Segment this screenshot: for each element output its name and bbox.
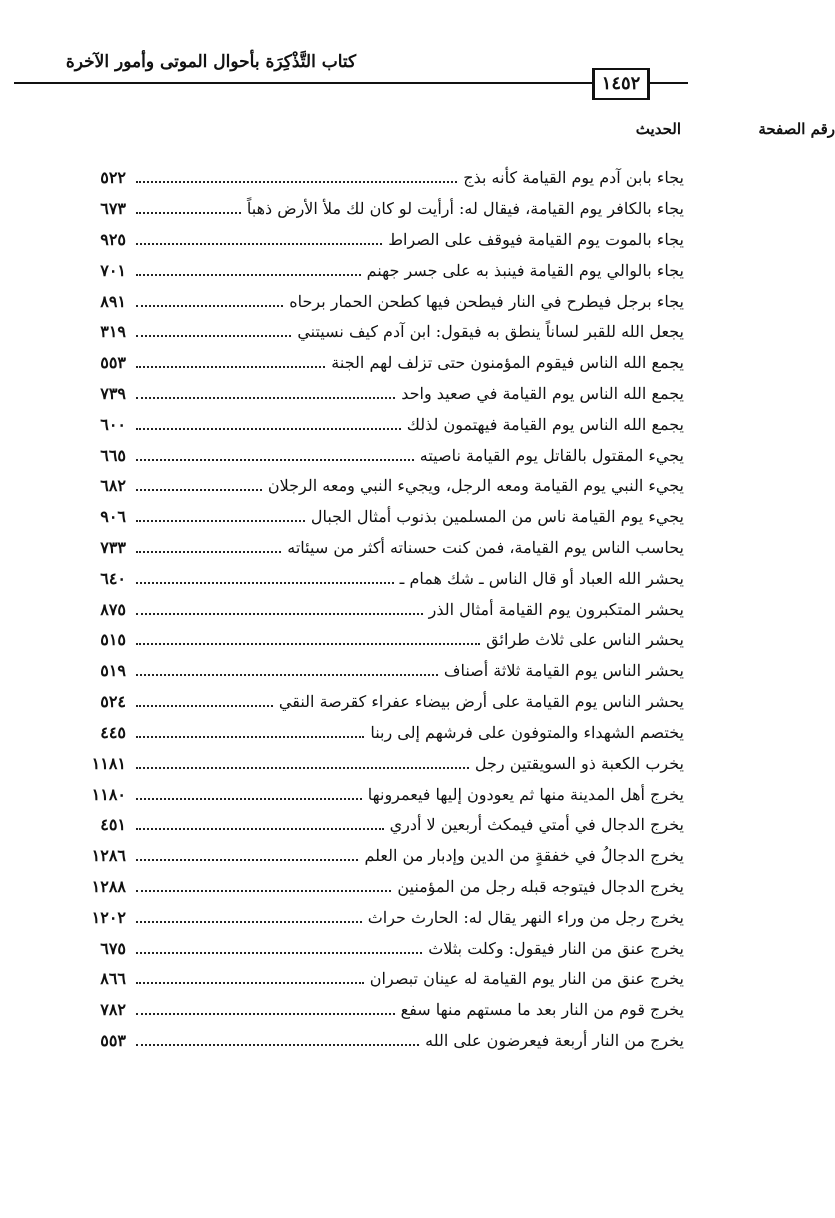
- index-entry-page: ١١٨١: [91, 753, 126, 773]
- index-entry: [64, 316, 684, 346]
- index-entry: [64, 994, 684, 1024]
- leader-dots: [136, 1013, 395, 1015]
- index-entry-text: يجاء بالوالي يوم القيامة فينبذ به على جسر جهنم: [366, 260, 684, 280]
- index-entry-page: ٧٨٢: [100, 999, 126, 1019]
- index-entry-text: يجمع الله الناس يوم القيامة في صعيد واحد: [401, 383, 684, 403]
- leader-dots: [136, 459, 414, 461]
- index-entry-text: يجعل الله للقبر لساناً ينطق به فيقول: ابن آدم كيف نسيتني: [297, 321, 684, 341]
- leader-dots: [136, 582, 394, 584]
- index-entry-page: ٩٠٦: [100, 506, 126, 526]
- index-entry-page: ٦٦٥: [100, 445, 126, 465]
- index-entry-text: يخرج من النار أربعة فيعرضون على الله: [425, 1030, 684, 1050]
- index-entry: [64, 624, 684, 654]
- index-entry-text: يخرج الدجالُ في خفقةٍ من الدين وإدبار من العلم: [364, 845, 684, 865]
- index-entry-text: يحشر الناس يوم القيامة ثلاثة أصناف: [443, 660, 684, 680]
- leader-dots: [136, 736, 364, 738]
- index-entry-page: ٩٢٥: [100, 229, 126, 249]
- leader-dots: [136, 181, 457, 183]
- index-entry-text: يجمع الله الناس فيقوم المؤمنون حتى تزلف لهم الجنة: [331, 352, 684, 372]
- index-entry: [64, 563, 684, 593]
- index-entry-text: يخرج عنق من النار فيقول: وكلت بثلاث: [428, 938, 684, 958]
- leader-dots: [136, 397, 395, 399]
- index-entry-text: يخرب الكعبة ذو السويقتين رجل: [474, 753, 684, 773]
- leader-dots: [136, 274, 361, 276]
- index-entry: [64, 594, 684, 624]
- leader-dots: [136, 982, 364, 984]
- leader-dots: [136, 613, 423, 615]
- index-entry-page: ٥٢٢: [100, 167, 126, 187]
- index-entry-text: يخرج الدجال في أمتي فيمكث أربعين لا أدري: [389, 814, 684, 834]
- index-entry: [64, 255, 684, 285]
- index-entry-text: يحاسب الناس يوم القيامة، فمن كنت حسناته أكثر من سيئاته: [287, 537, 684, 557]
- index-entry-text: يخرج رجل من وراء النهر يقال له: الحارث حراث: [367, 907, 684, 927]
- index-entry-text: يحشر الناس يوم القيامة على أرض بيضاء عفراء كقرصة النقي: [278, 691, 684, 711]
- index-entry-page: ٤٤٥: [100, 722, 126, 742]
- index-entry-text: يجيء المقتول بالقاتل يوم القيامة ناصيته: [419, 445, 684, 465]
- leader-dots: [136, 489, 262, 491]
- index-entry-page: ١٢٨٦: [91, 845, 126, 865]
- leader-dots: [136, 1044, 419, 1046]
- index-entry: [64, 162, 684, 192]
- index-entry-text: يحشر الله العباد أو قال الناس ـ شك همام ـ: [399, 568, 684, 588]
- index-entry: [64, 470, 684, 500]
- index-entry: [64, 686, 684, 716]
- index-entry: [64, 224, 684, 254]
- index-entry-text: يجيء يوم القيامة ناس من المسلمين بذنوب أمثال الجبال: [310, 506, 684, 526]
- index-entry: [64, 809, 684, 839]
- leader-dots: [136, 828, 384, 830]
- index-entry: [64, 902, 684, 932]
- leader-dots: [136, 335, 291, 337]
- index-entry: [64, 779, 684, 809]
- index-entry-page: ٧٣٩: [100, 383, 126, 403]
- running-header-title: كتاب التَّذْكِرَة بأحوال الموتى وأمور الآخرة: [65, 52, 357, 72]
- index-entry-page: ١٢٠٢: [91, 907, 126, 927]
- leader-dots: [136, 890, 391, 892]
- index-entry: [64, 840, 684, 870]
- index-entry: [64, 378, 684, 408]
- index-entry-page: ٥٥٣: [100, 1030, 126, 1050]
- leader-dots: [136, 674, 438, 676]
- leader-dots: [136, 428, 401, 430]
- index-entry-page: ١١٨٠: [91, 784, 126, 804]
- leader-dots: [136, 243, 382, 245]
- index-entry-page: ٨٩١: [100, 291, 126, 311]
- leader-dots: [136, 212, 241, 214]
- index-entry-page: ٧٣٣: [100, 537, 126, 557]
- index-entry: [64, 655, 684, 685]
- index-entry-page: ١٢٨٨: [91, 876, 126, 896]
- index-entry: [64, 193, 684, 223]
- leader-dots: [136, 921, 362, 923]
- leader-dots: [136, 859, 358, 861]
- index-entry-text: يجاء بالكافر يوم القيامة، فيقال له: أرأيت لو كان لك ملأ الأرض ذهباً: [246, 198, 684, 218]
- index-entry: [64, 933, 684, 963]
- index-entry-text: يخرج قوم من النار بعد ما مستهم منها سفع: [400, 999, 684, 1019]
- index-entry-page: ٦٧٣: [100, 198, 126, 218]
- index-entry: [64, 532, 684, 562]
- index-entry-text: يحشر المتكبرون يوم القيامة أمثال الذر: [428, 599, 684, 619]
- index-entry: [64, 1025, 684, 1055]
- index-entry-page: ٦٧٥: [100, 938, 126, 958]
- index-entry-text: يخرج أهل المدينة منها ثم يعودون إليها فيعمرونها: [367, 784, 684, 804]
- leader-dots: [136, 366, 325, 368]
- leader-dots: [136, 798, 362, 800]
- index-entry-page: ٨٦٦: [100, 968, 126, 988]
- leader-dots: [136, 551, 281, 553]
- index-entry: [64, 871, 684, 901]
- leader-dots: [136, 952, 422, 954]
- column-header-hadith: الحديث: [635, 120, 681, 138]
- index-entry-text: يجمع الله الناس يوم القيامة فيهتمون لذلك: [406, 414, 684, 434]
- index-entry-page: ٦٠٠: [100, 414, 126, 434]
- index-entry: [64, 963, 684, 993]
- index-entry-text: يحشر الناس على ثلاث طرائق: [486, 629, 684, 649]
- index-entry-page: ٥٢٤: [100, 691, 126, 711]
- index-entry: [64, 409, 684, 439]
- leader-dots: [136, 520, 305, 522]
- index-entry-page: ٤٥١: [100, 814, 126, 834]
- index-entry-text: يجاء برجل فيطرح في النار فيطحن فيها كطحن الحمار برحاه: [289, 291, 684, 311]
- column-header-page: رقم الصفحة: [758, 120, 835, 138]
- index-entry: [64, 717, 684, 747]
- index-entry-text: يختصم الشهداء والمتوفون على فرشهم إلى ربنا: [370, 722, 684, 742]
- page-number: ١٤٥٢: [592, 68, 650, 100]
- index-entry-text: يجاء بالموت يوم القيامة فيوقف على الصراط: [388, 229, 684, 249]
- index-entry: [64, 286, 684, 316]
- index-entry: [64, 748, 684, 778]
- leader-dots: [136, 705, 273, 707]
- index-entry-page: ٦٨٢: [100, 475, 126, 495]
- index-entry-text: يخرج الدجال فيتوجه قبله رجل من المؤمنين: [397, 876, 684, 896]
- index-entry-page: ٥١٩: [100, 660, 126, 680]
- leader-dots: [136, 767, 469, 769]
- index-entry-text: يخرج عنق من النار يوم القيامة له عينان تبصران: [369, 968, 684, 988]
- index-entry-text: يجاء بابن آدم يوم القيامة كأنه بذج: [463, 167, 684, 187]
- index-entry-page: ٧٠١: [100, 260, 126, 280]
- index-entry: [64, 347, 684, 377]
- leader-dots: [136, 305, 283, 307]
- index-entry-page: ٥١٥: [100, 629, 126, 649]
- index-entry-page: ٦٤٠: [100, 568, 126, 588]
- index-entry: [64, 501, 684, 531]
- index-entry-page: ٥٥٣: [100, 352, 126, 372]
- index-entry-text: يجيء النبي يوم القيامة ومعه الرجل، ويجيء النبي ومعه الرجلان: [267, 475, 684, 495]
- leader-dots: [136, 643, 480, 645]
- index-entry-page: ٨٧٥: [100, 599, 126, 619]
- index-entry-page: ٣١٩: [100, 321, 126, 341]
- index-entry: [64, 440, 684, 470]
